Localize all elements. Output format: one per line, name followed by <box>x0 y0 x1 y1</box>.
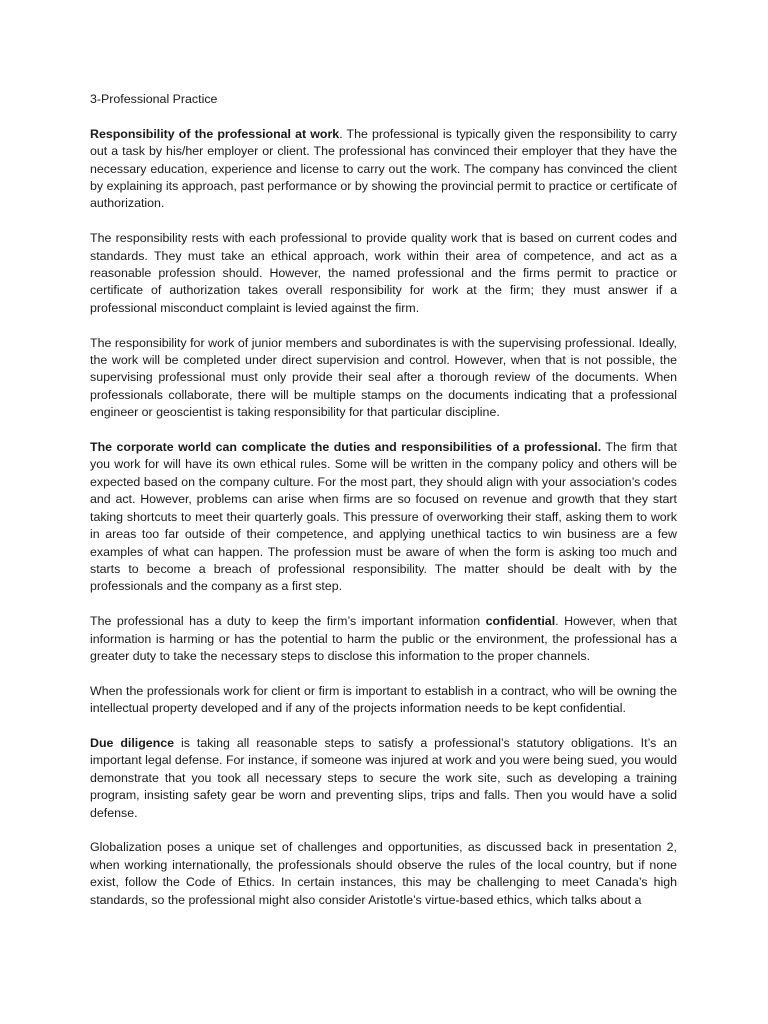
paragraph-text: . However, when that information is harming or has the potential to harm the public or the environment, the professional has a greater duty to take the necessary steps to disclose this information to the proper channels. <box>90 614 677 663</box>
paragraph-text: . The professional is typically given the responsibility to carry out a task by his/her employer or client. The professional has convinced their employer that they have the necessary education, experience and license to carry out the work. The company has convinced the client by explaining its approach, past performance or by showing the provincial permit to practice or certificate of authorization. <box>90 126 678 211</box>
paragraph-intellectual-property: When the professionals work for client or firm is important to establish in a contract, who will be owning the intellectual property developed and if any of the projects information needs to be kept confidential. <box>90 683 677 716</box>
paragraph-globalization: Globalization poses a unique set of challenges and opportunities, as discussed back in presentation 2, when working internationally, the professionals should observe the rules of the local country, but if none exist, follow the Code of Ethics. In certain instances, this may be challenging to meet Canada’s high standards, so the professional might also consider Aristotle’s virtue-based ethics, which talks about a <box>90 840 677 907</box>
paragraph-text: The firm that you work for will have its own ethical rules. Some will be written in the company policy and others will be expected based on the company culture. For the most part, they should align with your association’s codes and act. However, problems can arise when firms are so focused on revenue and growth that they start taking shortcuts to meet their quarterly goals. This pressure of overworking their staff, asking them to work in areas too far outside of their competence, and applying unethical tactics to win business are a few examples of what can happen. The profession must be aware of when the form is asking too much and starts to become a breach of professional responsibility. The matter should be dealt with by the professionals and the company as a first step. <box>90 440 677 594</box>
paragraph-responsibility-rests: The responsibility rests with each professional to provide quality work that is based on current codes and standards. They must take an ethical approach, work within their area of competence, and act as a reasonable profession should. However, the named professional and the firms permit to practice or certificate of authorization takes overall responsibility for work at the firm; they must answer if a professional misconduct complaint is levied against the firm. <box>90 231 677 315</box>
paragraph-corporate-world <box>90 439 677 596</box>
paragraph-confidential <box>90 613 677 665</box>
paragraph-bold-word: confidential <box>485 614 556 629</box>
paragraph-lead: The corporate world can complicate the duties and responsibilities of a professional. <box>90 440 602 455</box>
paragraph-due-diligence <box>90 735 677 822</box>
paragraph-professional-responsibility <box>90 126 677 213</box>
paragraph-junior-members: The responsibility for work of junior members and subordinates is with the supervising professional. Ideally, the work will be completed under direct supervision and control. However, when that is not possible, the supervising professional must only provide their seal after a thorough review of the documents. When professionals collaborate, there will be multiple stamps on the documents indicating that a professional engineer or geoscientist is taking responsibility for that particular discipline. <box>90 335 677 420</box>
paragraph-lead: Due diligence <box>90 735 175 750</box>
paragraph-pre: The professional has a duty to keep the firm’s important information <box>90 614 486 629</box>
document-title: 3-Professional Practice <box>90 92 218 106</box>
document-page <box>90 91 677 909</box>
paragraph-lead: Responsibility of the professional at work <box>90 126 340 141</box>
paragraph-text: is taking all reasonable steps to satisfy a professional’s statutory obligations. It’s an important legal defense. For instance, if someone was injured at work and you were being sued, you would demonstrate that you took all necessary steps to secure the work site, such as developing a training program, insisting safety gear be worn and preventing slips, trips and falls. Then you would have a solid defense. <box>90 735 678 820</box>
